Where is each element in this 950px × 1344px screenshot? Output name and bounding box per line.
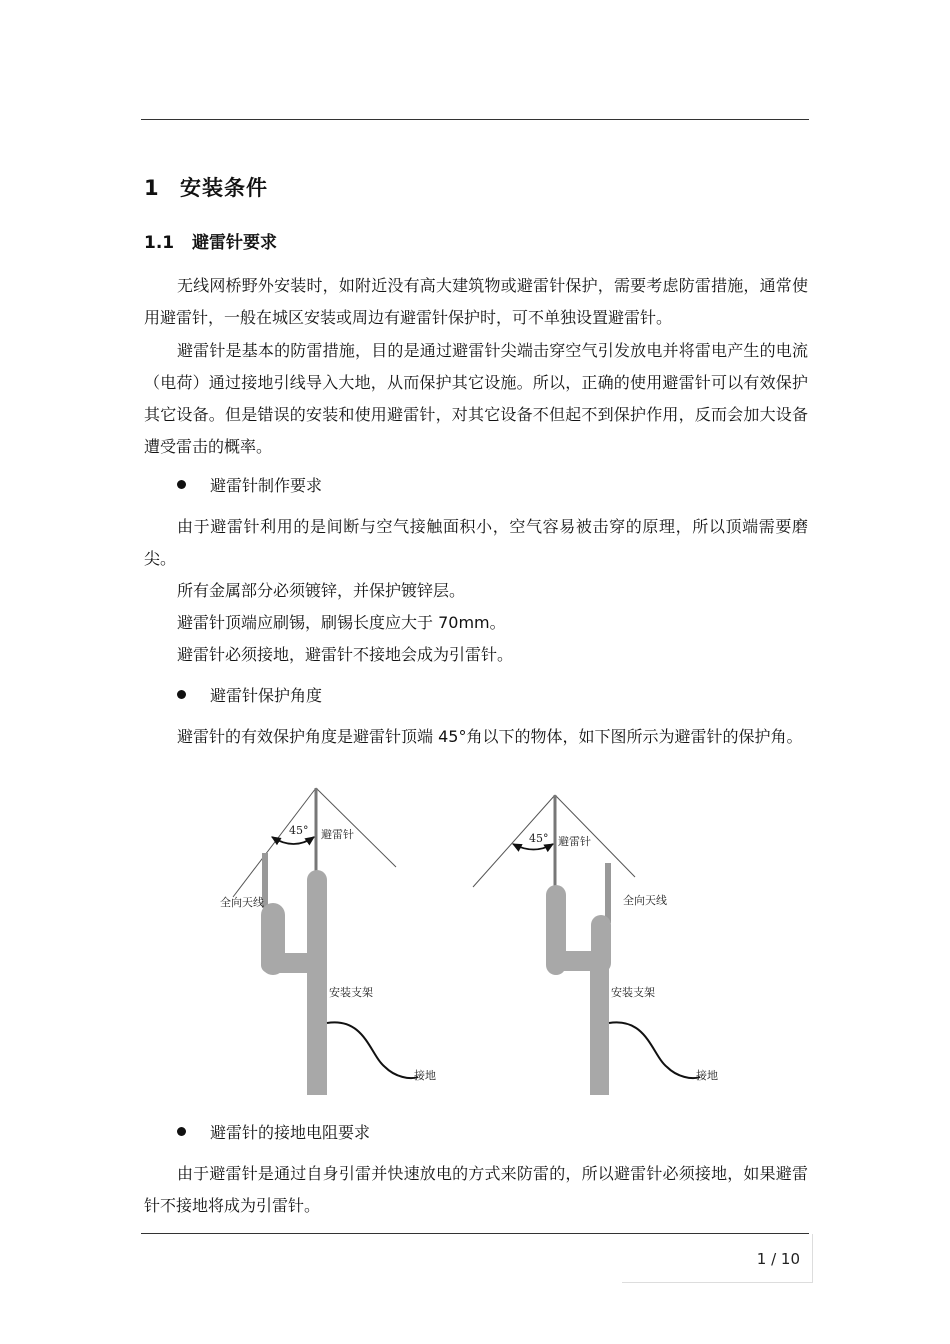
bullet-dot xyxy=(177,1127,186,1136)
ground-wire xyxy=(327,1022,418,1078)
bullet-protection-angle xyxy=(177,680,322,712)
paragraph-tin-coating: 避雷针顶端应刷锡，刷锡长度应大于 70mm。 xyxy=(177,613,506,632)
paragraph-grounding: 避雷针必须接地，避雷针不接地会成为引雷针。 xyxy=(177,645,514,664)
paragraph-angle: 避雷针的有效保护角度是避雷针顶端 45°角以下的物体，如下图所示为避雷针的保护角。 xyxy=(177,727,803,746)
ground-wire xyxy=(609,1022,700,1078)
section-number: 1 xyxy=(144,176,160,200)
paragraph-purpose: 避雷针是基本的防雷措施，目的是通过避雷针尖端击穿空气引发放电并将雷电产生的电流（电荷）通过接地引线导入大地，从而保护其它设施。所以，正确的使用避雷针可以有效保护其它设备。但是错误的安装和使用避雷针，对其它设备不但起不到保护作用，反而会加大设备遭受雷击的概率。 xyxy=(144,341,808,456)
bullet-dot xyxy=(177,480,186,489)
bracket-pole-base xyxy=(307,985,327,1095)
diagram-right xyxy=(473,795,718,1095)
paragraph-intro: 无线网桥野外安装时，如附近没有高大建筑物或避雷针保护，需要考虑防雷措施，通常使用避雷针，一般在城区安装或周边有避雷针保护时，可不单独设置避雷针。 xyxy=(144,276,808,327)
paragraph-sharp-tip: 由于避雷针利用的是间断与空气接触面积小，空气容易被击穿的原理，所以顶端需要磨尖。 xyxy=(144,517,808,568)
page-number: 1 / 10 xyxy=(756,1250,800,1268)
bullet-dot xyxy=(177,690,186,699)
subsection-number: 1.1 xyxy=(144,233,175,253)
paragraph-galvanized: 所有金属部分必须镀锌，并保护镀锌层。 xyxy=(177,581,466,600)
rod-label: 避雷针 xyxy=(558,835,591,848)
section-heading xyxy=(144,172,268,202)
angle-label: 45° xyxy=(529,832,549,845)
bullet-label: 避雷针保护角度 xyxy=(210,686,323,705)
bracket-label: 安装支架 xyxy=(611,986,655,999)
bracket-pole-base xyxy=(590,955,609,1095)
lightning-rod-diagram xyxy=(200,785,760,1095)
header-rule xyxy=(141,119,809,120)
bullet-ground-resistance xyxy=(177,1117,370,1149)
angle-label: 45° xyxy=(289,824,309,837)
paragraph-must-ground: 由于避雷针是通过自身引雷并快速放电的方式来防雷的，所以避雷针必须接地，如果避雷针不接地将成为引雷针。 xyxy=(144,1164,808,1215)
subsection-title: 避雷针要求 xyxy=(192,233,277,253)
section-title: 安装条件 xyxy=(180,176,268,200)
bullet-label: 避雷针制作要求 xyxy=(210,476,323,495)
bracket-label: 安装支架 xyxy=(329,986,373,999)
bullet-label: 避雷针的接地电阻要求 xyxy=(210,1123,371,1142)
antenna-label: 全向天线 xyxy=(220,896,264,909)
bullet-making-requirements xyxy=(177,470,322,502)
antenna-label: 全向天线 xyxy=(623,894,667,907)
ground-label: 接地 xyxy=(414,1069,436,1082)
diagram-left xyxy=(220,788,436,1095)
antenna-shape xyxy=(605,863,611,923)
subsection-heading xyxy=(144,228,277,253)
rod-label: 避雷针 xyxy=(321,828,354,841)
ground-label: 接地 xyxy=(696,1069,718,1082)
